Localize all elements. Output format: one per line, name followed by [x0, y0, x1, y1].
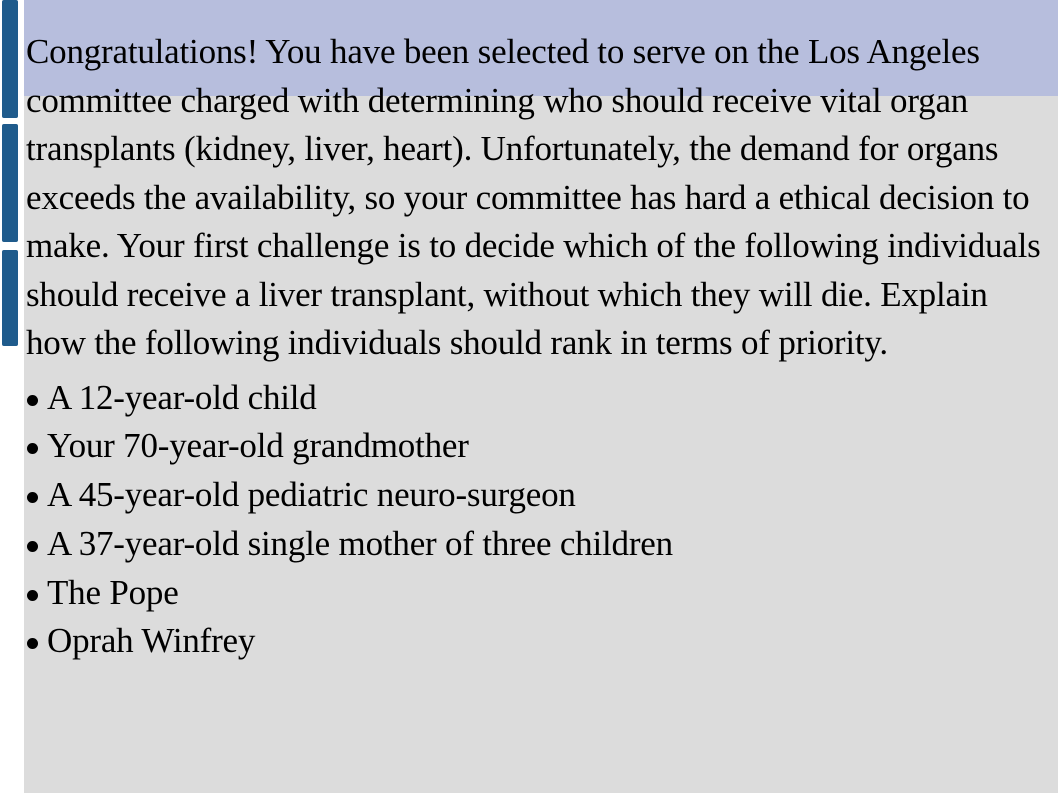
slide-left-strip [0, 0, 24, 793]
candidate-list [26, 374, 1046, 667]
list-item-text: The Pope [47, 572, 179, 612]
list-item [26, 471, 1046, 520]
intro-paragraph: Congratulations! You have been selected to serve on the Los Angeles committee charged with determining who should receive vital organ transplants (kidney, liver, heart). Unfortunately, the demand for organs exceeds the availability, so your committee has hard a ethical decision to make. Your first challenge is to decide which of the following individuals should receive a liver transplant, without which they will die. Explain how the following individuals should rank in terms of priority. [26, 32, 1041, 362]
bullet-dot-icon [27, 638, 38, 649]
list-item [26, 569, 1046, 618]
list-item-text: Oprah Winfrey [47, 621, 256, 661]
list-item [26, 374, 1046, 423]
accent-bar-middle [2, 124, 18, 242]
bullet-dot-icon [27, 443, 38, 454]
slide-content [26, 28, 1046, 666]
list-item [26, 520, 1046, 569]
bullet-dot-icon [27, 492, 38, 503]
bullet-dot-icon [27, 590, 38, 601]
list-item-text: A 12-year-old child [47, 377, 317, 417]
list-item-text: A 45-year-old pediatric neuro-surgeon [47, 475, 576, 515]
list-item-text: A 37-year-old single mother of three children [47, 523, 673, 563]
list-item-text: Your 70-year-old grandmother [47, 426, 469, 466]
list-item [26, 422, 1046, 471]
accent-bar-bottom [2, 250, 18, 346]
accent-bar-top [2, 0, 18, 118]
bullet-dot-icon [27, 395, 38, 406]
list-item [26, 617, 1046, 666]
bullet-dot-icon [27, 541, 38, 552]
